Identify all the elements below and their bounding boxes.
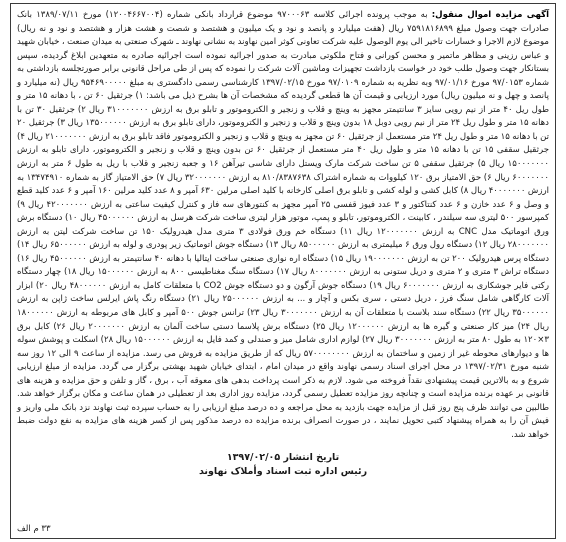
signature-line: رئیس اداره ثبت اسناد وأملاک نهاوند [198, 465, 368, 477]
auction-notice [10, 3, 556, 539]
notice-code: ۳۳ م الف [17, 524, 51, 534]
notice-body [17, 9, 549, 443]
notice-heading: آگهی مزایده اموال منقول: [431, 10, 549, 20]
notice-text: به موجب پرونده اجرائی کلاسه ۹۷۰۰۰۶۳ موضوع قرارداد بانکی شماره (۱۲۰۰۴۶۶۷۰۰۴) مورخ ۱۳۸۹/۰۷/۱۱ بانک صادرات جهت وصول مبلغ ۷۵۹۱۸۱۶۸۹۹ ریال (هفت میلیارد و پانصد و نود و یک میلیون و هشتصد و شصت و هشت هزار و هشتصد و نود و نه ریال) موضوع لازم الاجرا و خسارات تاخیر الی یوم الوصول علیه شرکت تعاونی کوثر امین نهاوند به نشانی نهاوند ـ شهرک صنعتی به میدان صنعت ، خیابان شهید و عباس رزینی و مظاهر ماتمیر و محسن کورانی و فتاح ملکوتی مبادرت به صدور اجرائیه نموده است اجرائیه صادره به متعهدین ابلاغ گردیده، سپس بستانکار جهت وصول طلب خود در خواست بازداشت تجهیزات وماشین آلات شرکت را نموده که پس از طی مراحل قانونی برابر صورتجلسه بازداشتی به شماره ۹۷/۰۱۵۳ مورخ ۹۷/۰۱/۱۶ وبه نظریه به شماره ۹۷/۰۱۰۹ مورخ ۱۳۹۷/۰۲/۱۵ کارشناسی رسمی دادگستری به مبلغ ۹۵۴۶۹۰۰۰۰۰ ریال (نه میلیارد و پانصد و چهل و نه میلیون ریال) مورد ارزیابی و قیمت آن ها قطعی گردیده که مشخصات آن ها بشرح ذیل می باشد: ۱) جرثقیل ۶۰ تن ، با دهانه ۱۵ متر و طول ریل ۴۰ متر از نیم رویی سایز ۳ سانتیمتر مجهز به وینچ و قلاب و زنجیر و الکتروموتور و تابلو برق به ارزش ۳۱۰۰۰۰۰۰۰ ریال ۲) جرثقیل ۳۰ تن با دهانه ۱۵ متر و طول ریل ۲۴ متر از نیم رویی دوبل ۱۸ بدون وینچ و قلاب و زنجیر و الکتروموتور، دارای تابلو برق به ارزش ۱۳۵۰۰۰۰۰۰ ریال ۳) جرثقیل ۲۰ تن با دهانه ۱۵ متر و طول ریل ۲۴ متر مستعمل از جرثقیل ۶۰ تن مجهز به وینچ و قلاب و زنجیر و الکتروموتور فاقد تابلو برق به ارزش ۲۱۰۰۰۰۰۰۰ ریال ۴) جرثقیل سقفی ۱۵ تن با دهانه ۱۵ متر و طول ریل ۴۰ متر مستعمل از جرثقیل ۶۰ تن بدون وینچ و قلاب و زنجیر و الکتروموتور، دارای تابلو به ارزش ۱۵۰۰۰۰۰۰۰ ریال ۵) جرثقیل سقفی ۵ تن ساخت شرکت مارک ویستل دارای شاسی تیرآهن ۱۶ و جعبه زنجیر و قلاب با ریل به طول ۶ متر به ارزش ۶۰۰۰۰۰۰۰ ریال ۶) حق الامتیاز برق ۱۲۰ کیلووات به شماره اشتراک ۸۱۰/۸۳۸۷۶۳۸ به ارزش ۳۲۰۰۰۰۰۰۰ ریال ۷) حق الامتیاز گاز به شماره ۱۳۴۷۴۹۱۰ به ارزش ۴۰۰۰۰۰۰۰ ریال ۸) کابل کشی و لوله کشی و تابلو برق اصلی کارخانه با کلید اصلی مرلین ۶۳۰ آمپر و ۸ عدد کلید مرلین ۱۶۰ آمپر و ۶ عدد کلید قطع و وصل و ۶ عدد خازن و ۶ عدد کنتاکتور و ۳ عدد فیوز قفسی ۲۵ آمپر مجهز به کنتورهای سه فاز و کنترل کیفیت ساعتی به ارزش ۴۲۰۰۰۰۰۰۰ ریال ۹) کمپرسور ۵۰۰ لیتری سه سیلندر ، کابینت ، الکتروموتور، تابلو و پمپ، موتور هزار لیتری ساخت شرکت هرسل به ارزش ۴۵۰۰۰۰۰۰ ریال ۱۰) دستگاه برش ورق اتوماتیک مدل CNC به ارزش ۱۲۰۰۰۰۰۰۰ ریال ۱۱) دستگاه خم ورق فولادی ۳ متری مدل هیدرولیک ۱۵۰ تن ساخت شرکت لیتن به ارزش ۲۸۰۰۰۰۰۰۰ ریال ۱۲) دستگاه رول ورق ۶ میلیمتری به ارزش ۸۵۰۰۰۰۰۰ ریال ۱۳) دستگاه جوش اتوماتیک زیر پودری و لوله به ارزش ۶۵۰۰۰۰۰۰ ریال ۱۴) دستگاه پرس هیدرولیک ۲۰۰ تن به ارزش ۱۹۰۰۰۰۰۰۰ ریال ۱۵) دستگاه اره نواری صنعتی ساخت ایتالیا با دهانه ۴۰ سانتیمتر به ارزش ۴۵۰۰۰۰۰۰ ریال ۱۶) دستگاه تراش ۳ متری و ۲ متری و دریل ستونی به ارزش ۸۰۰۰۰۰۰۰ ریال ۱۷) دستگاه سنگ مغناطیسی ۸۰۰ به ارزش ۱۵۰۰۰۰۰۰ ریال ۱۸) چهار دستگاه رکتی فایر جوشکاری به ارزش ۶۰۰۰۰۰۰۰ ریال ۱۹) دستگاه جوش آرگون و دو دستگاه جوش CO2 با متعلقات کامل به ارزش ۴۸۰۰۰۰۰۰ ریال ۲۰) ابزار آلات کارگاهی شامل سنگ فرز ، دریل دستی ، سری بکس و آچار و ... به ارزش ۲۵۰۰۰۰۰۰ ریال ۲۱) دستگاه رنگ پاش ایرلس ساخت ژاپن به ارزش ۳۵۰۰۰۰۰۰ ریال ۲۲) دستگاه سند بلاست با متعلقات آن به ارزش ۳۰۰۰۰۰۰۰ ریال ۲۳) ترانس جوش ۵۰۰ آمپر و کابل های مربوطه به ارزش ۱۸۰۰۰۰۰۰ ریال ۲۴) میز کار صنعتی و گیره ها به ارزش ۱۲۰۰۰۰۰۰ ریال ۲۵) دستگاه برش پلاسما دستی ساخت آلمان به ارزش ۲۰۰۰۰۰۰۰ ریال ۲۶) کابل برق ۳×۱۲۰ به طول ۸۰ متر به ارزش ۳۰۰۰۰۰۰۰ ریال ۲۷) لوازم اداری شامل میز و صندلی و کمد فایل به ارزش ۱۵۰۰۰۰۰۰ ریال ۲۸) اسکلت و پوشش سوله ها و دیوارهای محوطه غیر از زمین و ساختمان به ارزش ۵۷۰۰۰۰۰۰۰۰ ریال که از طریق مزایده به فروش می رسد. مزایده از ساعت ۹ الی ۱۲ روز سه شنبه مورخ ۱۳۹۷/۰۲/۳۱ در محل اجرای اسناد رسمی نهاوند واقع در میدان امام ، ابتدای خیابان شهید بهشتی برگزار می گردد. مزایده از مبلغ ارزیابی شروع و به بالاترین قیمت پیشنهادی نقداً فروخته می شود. لازم به ذکر است پرداخت بدهی های معوقه آب ، برق ، گاز و تلفن و حق مزایده و هزینه های قانونی بر عهده برنده مزایده است و چنانچه روز مزایده تعطیل رسمی گردد، مزایده روز اداری بعد از تعطیلی در همان ساعت و مکان برگزار خواهد شد. طالبین می توانند ظرف پنج روز قبل از مزایده جهت بازدید به محل مراجعه و ده درصد مبلغ ارزیابی را به حساب سپرده ثبت نهاوند نزد بانک ملی واریز و فیش آن را به همراه پیشنهاد کتبی تحویل نمایند ، در صورت انصراف برنده مزایده ده درصد مذکور پس از کسر هزینه های مزایده به نفع دولت ضبط خواهد شد. [17, 10, 550, 440]
publish-date: تاریخ انتشار ۱۳۹۷/۰۲/۰۵ [226, 451, 340, 463]
